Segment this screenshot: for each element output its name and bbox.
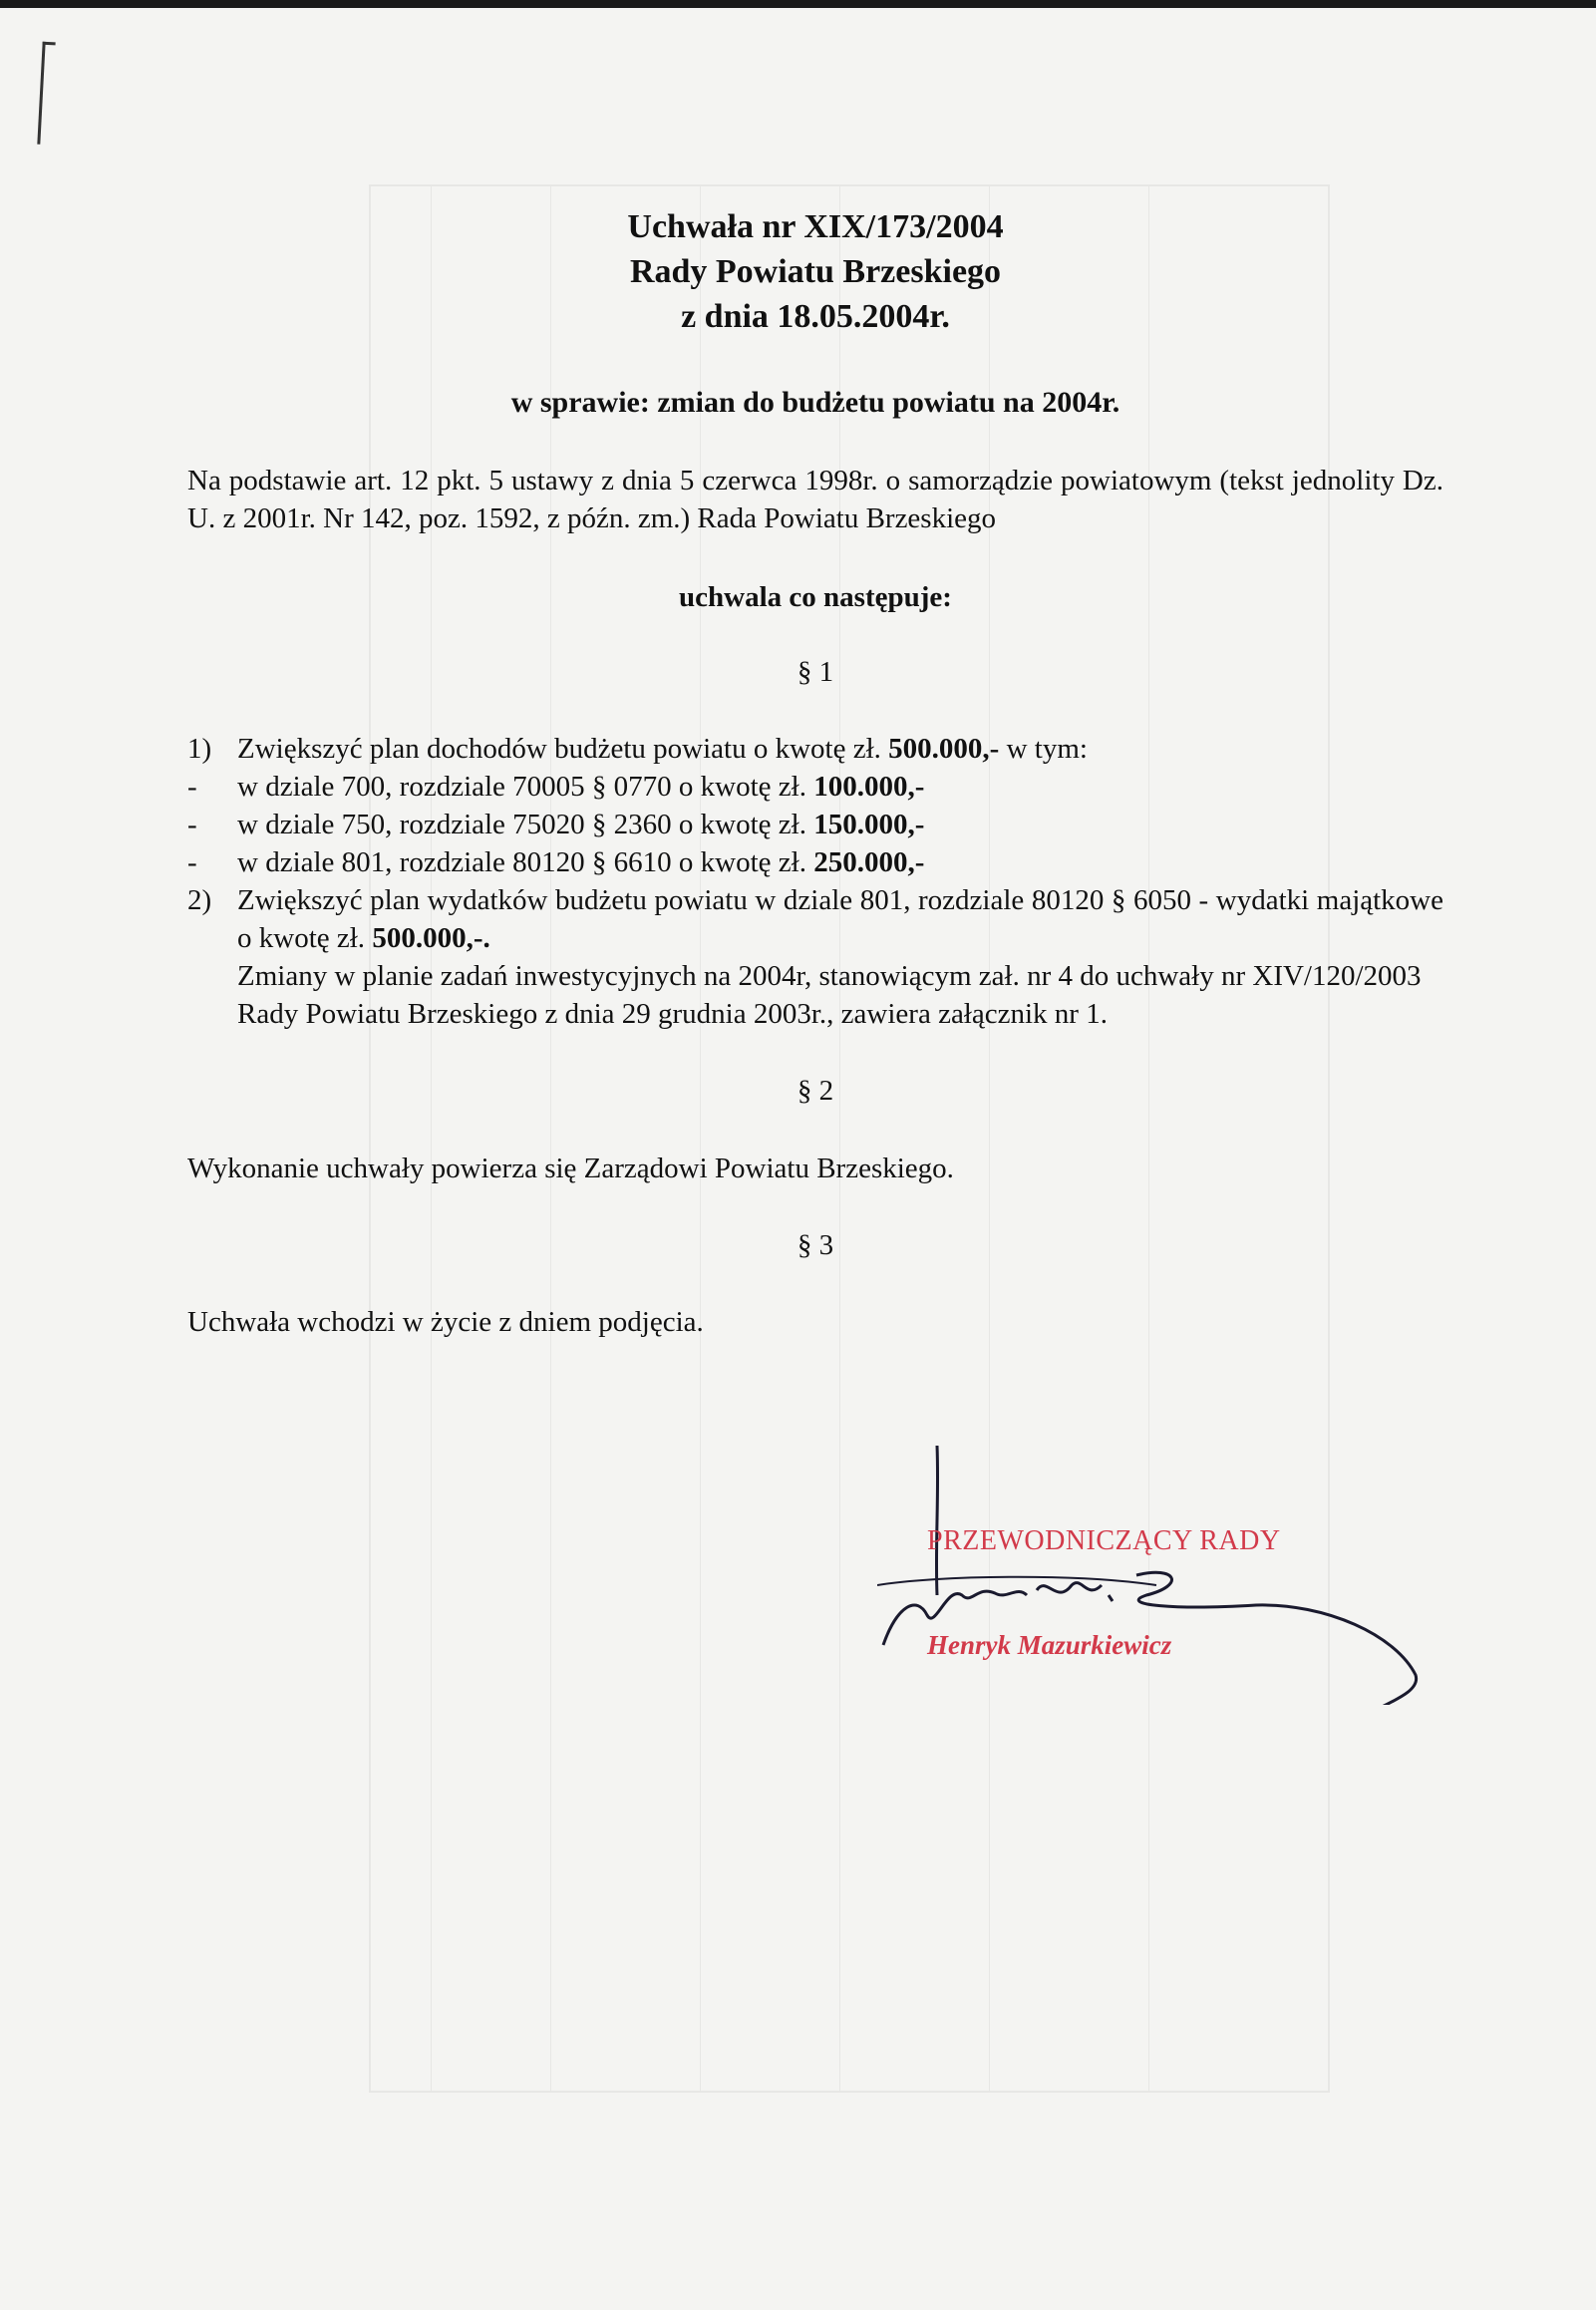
section-2-heading: § 2 bbox=[797, 1075, 834, 1107]
section-1-list bbox=[187, 730, 1443, 1033]
list-item: - w dziale 801, rozdziale 80120 § 6610 o kwotę zł. 250.000,- bbox=[187, 846, 925, 878]
title-line-1: Uchwała nr XIX/173/2004 bbox=[627, 208, 1004, 245]
signature-block bbox=[877, 1436, 1436, 1705]
resolves-heading: uchwala co następuje: bbox=[679, 581, 952, 613]
amount: 500.000,-. bbox=[372, 922, 490, 954]
document-title bbox=[187, 204, 1443, 339]
title-line-2: Rady Powiatu Brzeskiego bbox=[629, 253, 1002, 290]
list-item-note: Zmiany w planie zadań inwestycyjnych na 2004r, stanowiącym zał. nr 4 do uchwały nr XIV/120/2003 Rady Powiatu Brzeskiego z dnia 29 grudnia 2003r., zawiera załącznik nr 1. bbox=[237, 960, 1422, 1030]
section-3-heading: § 3 bbox=[797, 1229, 834, 1261]
amount: 150.000,- bbox=[813, 809, 925, 840]
section-1-heading: § 1 bbox=[797, 656, 834, 688]
subject-line: w sprawie: zmian do budżetu powiatu na 2004r. bbox=[510, 386, 1120, 419]
section-3-text: Uchwała wchodzi w życie z dniem podjęcia. bbox=[187, 1306, 704, 1338]
amount: 250.000,- bbox=[813, 846, 925, 878]
list-item: - w dziale 750, rozdziale 75020 § 2360 o kwotę zł. 150.000,- bbox=[187, 809, 925, 840]
section-2-text: Wykonanie uchwały powierza się Zarządowi Powiatu Brzeskiego. bbox=[187, 1153, 954, 1184]
stamp-title: PRZEWODNICZĄCY RADY bbox=[927, 1525, 1281, 1556]
scan-mark bbox=[37, 42, 55, 146]
list-item: - w dziale 700, rozdziale 70005 § 0770 o kwotę zł. 100.000,- bbox=[187, 771, 925, 803]
list-marker: 1) bbox=[187, 733, 212, 765]
list-item: 2) Zwiększyć plan wydatków budżetu powiatu w dziale 801, rozdziale 80120 § 6050 - wydatki majątkowe o kwotę zł. 500.000,-. bbox=[187, 884, 1443, 954]
amount: 500.000,- bbox=[888, 733, 1000, 765]
legal-basis-paragraph: Na podstawie art. 12 pkt. 5 ustawy z dnia 5 czerwca 1998r. o samorządzie powiatowym (tekst jednolity Dz. U. z 2001r. Nr 142, poz. 1592, z późn. zm.) Rada Powiatu Brzeskiego bbox=[187, 465, 1443, 534]
stamp-name: Henryk Mazurkiewicz bbox=[927, 1630, 1172, 1660]
handwritten-signature bbox=[877, 1436, 1436, 1705]
scan-top-edge bbox=[0, 0, 1596, 8]
list-item: 1) Zwiększyć plan dochodów budżetu powiatu o kwotę zł. 500.000,- w tym: bbox=[187, 730, 1443, 768]
amount: 100.000,- bbox=[813, 771, 925, 803]
title-line-3: z dnia 18.05.2004r. bbox=[681, 298, 950, 335]
